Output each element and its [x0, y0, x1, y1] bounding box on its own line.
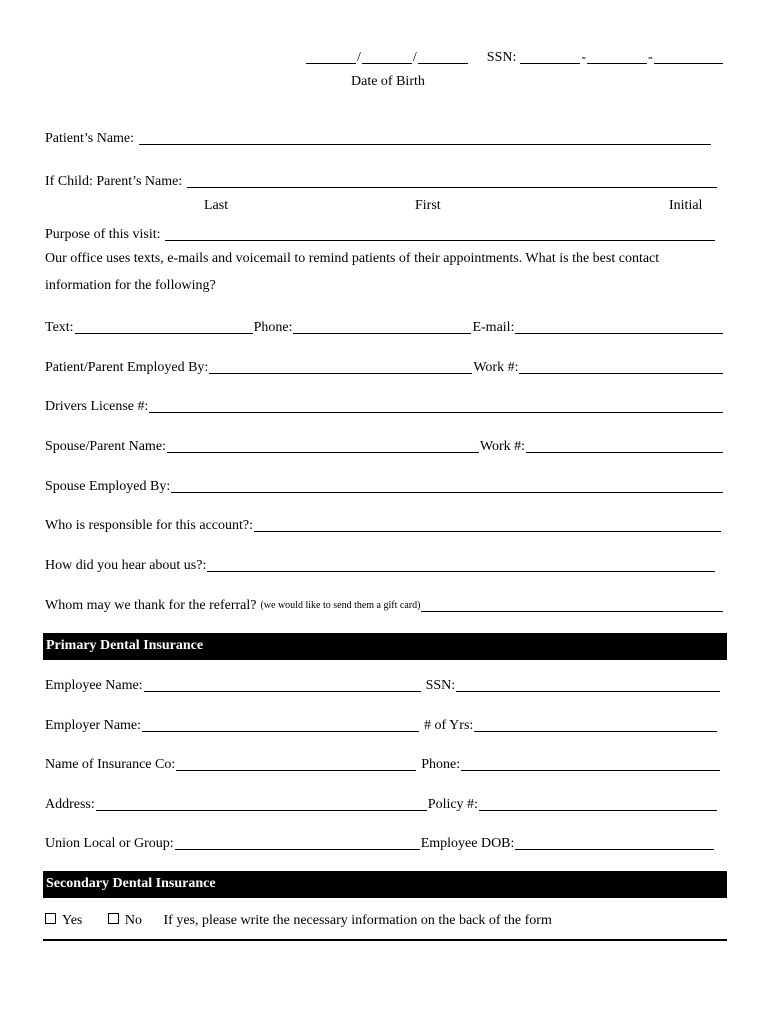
employer-name-label: Employer Name: — [45, 718, 142, 733]
hear-about-label: How did you hear about us?: — [45, 558, 207, 573]
phone-label: Phone: — [253, 320, 293, 335]
referral-note: (we would like to send them a gift card) — [260, 600, 421, 611]
spouse-employed-row — [45, 475, 725, 495]
insurance-phone-label: Phone: — [421, 757, 461, 772]
phone-field[interactable] — [293, 319, 471, 334]
insurance-co-field[interactable] — [176, 756, 416, 771]
purpose-label: Purpose of this visit: — [45, 227, 161, 242]
spouse-name-label: Spouse/Parent Name: — [45, 439, 166, 454]
spouse-employed-label: Spouse Employed By: — [45, 479, 171, 494]
purpose-field[interactable] — [165, 226, 715, 241]
insurance-phone-field[interactable] — [461, 756, 720, 771]
spouse-work-field[interactable] — [526, 438, 723, 453]
ssn-label: SSN: — [486, 50, 517, 65]
no-checkbox[interactable] — [108, 913, 119, 924]
years-label: # of Yrs: — [424, 718, 474, 733]
secondary-insurance-title: Secondary Dental Insurance — [46, 876, 216, 891]
spouse-name-row — [45, 435, 725, 455]
name-first-caption: First — [415, 198, 441, 213]
responsible-row — [45, 514, 723, 534]
parent-name-label: If Child: Parent’s Name: — [45, 174, 183, 189]
referral-label: Whom may we thank for the referral? — [45, 598, 257, 613]
secondary-note: If yes, please write the necessary information on the back of the form — [163, 913, 552, 928]
contact-note-line2: information for the following? — [45, 278, 216, 293]
parent-name-row — [45, 170, 719, 190]
yes-option[interactable] — [45, 913, 82, 928]
text-field[interactable] — [75, 319, 253, 334]
employer-name-row — [45, 714, 719, 734]
hear-about-field[interactable] — [207, 557, 715, 572]
address-row — [45, 793, 719, 813]
referral-field[interactable] — [421, 597, 723, 612]
text-label: Text: — [45, 320, 74, 335]
bottom-rule — [43, 939, 727, 941]
dob-separator: / — [412, 50, 417, 65]
no-label: No — [124, 913, 142, 928]
employed-row — [45, 356, 725, 376]
yes-label: Yes — [62, 913, 83, 928]
dob-separator: / — [357, 50, 361, 65]
employee-dob-label: Employee DOB: — [420, 836, 515, 851]
contact-note-line1: Our office uses texts, e-mails and voicemail to remind patients of their appointments. What is the best contact — [45, 251, 660, 266]
primary-ssn-field[interactable] — [456, 677, 720, 692]
employee-name-label: Employee Name: — [45, 678, 143, 693]
ssn-part3-field[interactable] — [654, 49, 723, 64]
dob-ssn-row — [305, 46, 725, 66]
drivers-license-field[interactable] — [149, 398, 723, 413]
purpose-row — [45, 223, 717, 243]
hear-about-row — [45, 554, 717, 574]
patient-name-label: Patient’s Name: — [45, 131, 135, 146]
union-field[interactable] — [175, 835, 420, 850]
spouse-work-label: Work #: — [479, 439, 526, 454]
policy-field[interactable] — [479, 796, 717, 811]
email-label: E-mail: — [472, 320, 515, 335]
employee-name-field[interactable] — [144, 677, 421, 692]
secondary-insurance-header — [43, 871, 727, 898]
insurance-co-label: Name of Insurance Co: — [45, 757, 176, 772]
referral-row — [45, 594, 725, 614]
drivers-license-row — [45, 395, 725, 415]
secondary-options-row — [45, 913, 552, 929]
employee-name-row — [45, 674, 722, 694]
spouse-name-field[interactable] — [167, 438, 479, 453]
dob-month-field[interactable] — [306, 49, 356, 64]
primary-insurance-title: Primary Dental Insurance — [46, 638, 204, 653]
patient-name-row — [45, 127, 713, 147]
union-row — [45, 832, 716, 852]
name-initial-caption: Initial — [669, 198, 703, 213]
ssn-part1-field[interactable] — [520, 49, 580, 64]
primary-insurance-header — [43, 633, 727, 660]
no-option[interactable] — [108, 913, 142, 928]
insurance-co-row — [45, 753, 722, 773]
responsible-field[interactable] — [254, 517, 721, 532]
ssn-separator: - — [648, 50, 653, 65]
primary-ssn-label: SSN: — [425, 678, 456, 693]
dob-day-field[interactable] — [362, 49, 412, 64]
work-number-field[interactable] — [519, 359, 723, 374]
name-last-caption: Last — [204, 198, 229, 213]
work-number-label: Work #: — [473, 360, 519, 375]
years-field[interactable] — [474, 717, 717, 732]
ssn-separator: - — [581, 50, 587, 65]
address-label: Address: — [45, 797, 95, 812]
address-field[interactable] — [96, 796, 427, 811]
spouse-employed-field[interactable] — [171, 478, 723, 493]
employed-by-label: Patient/Parent Employed By: — [45, 360, 209, 375]
employed-by-field[interactable] — [209, 359, 472, 374]
contact-row — [45, 316, 725, 336]
ssn-part2-field[interactable] — [587, 49, 647, 64]
responsible-label: Who is responsible for this account?: — [45, 518, 254, 533]
parent-name-field[interactable] — [187, 173, 717, 188]
patient-name-field[interactable] — [139, 130, 711, 145]
dob-caption: Date of Birth — [351, 74, 425, 89]
dob-year-field[interactable] — [418, 49, 468, 64]
email-field[interactable] — [515, 319, 723, 334]
union-label: Union Local or Group: — [45, 836, 174, 851]
employer-name-field[interactable] — [142, 717, 419, 732]
employee-dob-field[interactable] — [515, 835, 714, 850]
policy-label: Policy #: — [427, 797, 478, 812]
drivers-license-label: Drivers License #: — [45, 399, 149, 414]
yes-checkbox[interactable] — [45, 913, 56, 924]
